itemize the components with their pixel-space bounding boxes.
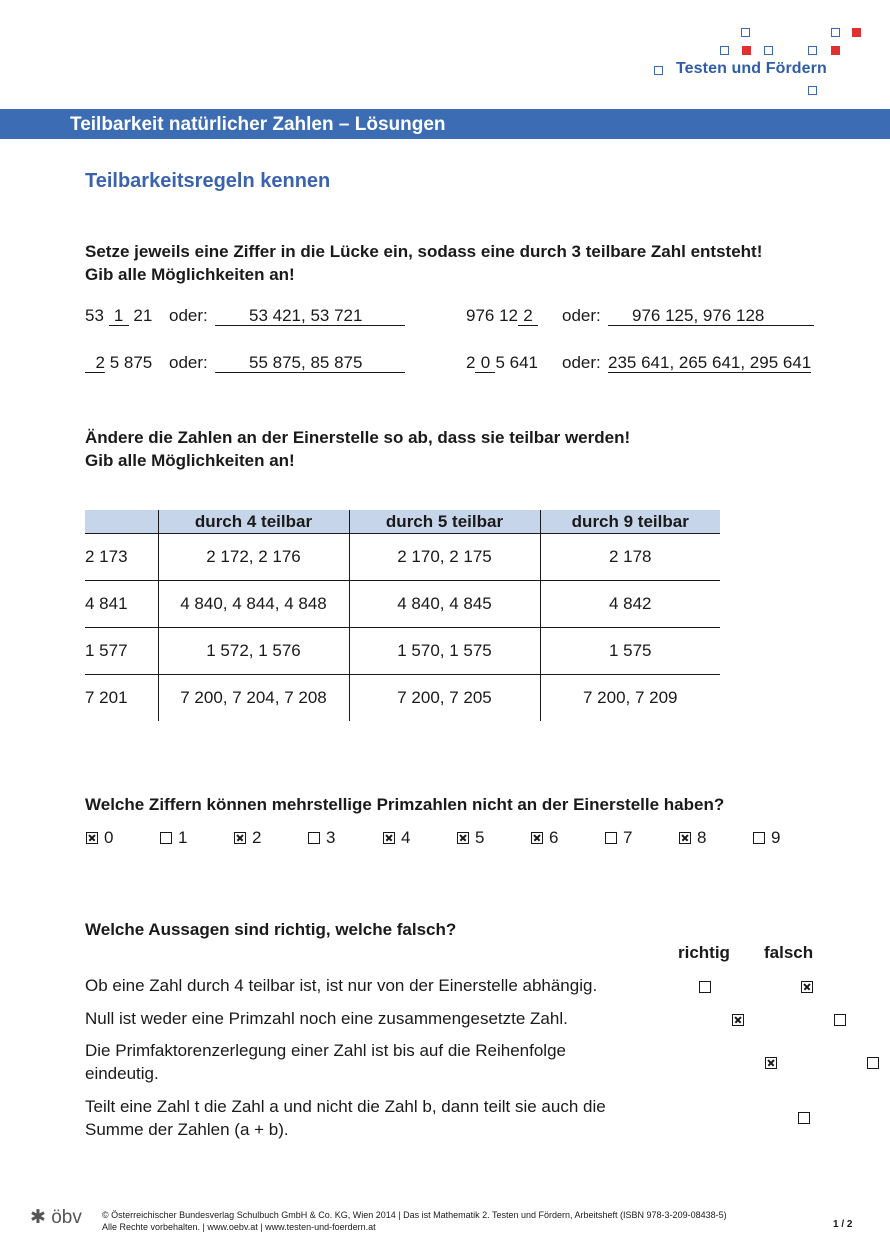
answer-field (608, 306, 814, 326)
publisher-logo (30, 1206, 82, 1229)
logo-square (742, 46, 751, 55)
table-cell: 2 173 (85, 534, 158, 581)
table-row (85, 581, 720, 628)
falsch-checkbox[interactable] (834, 1014, 846, 1026)
task1-number (466, 353, 538, 373)
digit-gap: 1 (109, 306, 129, 326)
footer-text (102, 1209, 727, 1233)
statement (85, 974, 655, 997)
statement-text: Null ist weder eine Primzahl noch eine zusammengesetzte Zahl. (85, 1009, 568, 1028)
table-cell: 2 170, 2 175 (349, 534, 540, 581)
statement-text: eindeutig. (85, 1064, 159, 1083)
digit-option[interactable] (457, 828, 484, 848)
digit-option[interactable] (531, 828, 558, 848)
richtig-checkbox[interactable] (765, 1057, 777, 1069)
answer-text: 53 421, 53 721 (215, 306, 405, 326)
richtig-checkbox[interactable] (798, 1112, 810, 1124)
digit-option[interactable] (679, 828, 706, 848)
checkbox[interactable] (679, 832, 691, 844)
checkbox[interactable] (160, 832, 172, 844)
table-cell: 7 200, 7 205 (349, 675, 540, 722)
task1-instruction: Setze jeweils eine Ziffer in die Lücke ein, sodass eine durch 3 teilbare Zahl entsteht! (85, 242, 763, 261)
table-header: durch 4 teilbar (158, 510, 349, 534)
statement-text: Summe der Zahlen (a + b). (85, 1120, 289, 1139)
falsch-checkbox[interactable] (867, 1057, 879, 1069)
digit-label: 9 (771, 828, 781, 847)
checkbox[interactable] (753, 832, 765, 844)
digit-label: 3 (326, 828, 336, 847)
table-cell: 4 842 (540, 581, 720, 628)
publisher-logo-text: öbv (51, 1207, 82, 1228)
divisibility-table (85, 510, 720, 721)
table-header-row (85, 510, 720, 534)
number-suffix: 5 875 (105, 353, 153, 372)
oder-label: oder: (169, 353, 208, 372)
table-cell: 7 200, 7 204, 7 208 (158, 675, 349, 722)
section-title: Teilbarkeitsregeln kennen (85, 170, 331, 192)
number-prefix: 2 (466, 353, 476, 372)
digit-gap: 2 (518, 306, 538, 326)
column-falsch: falsch (764, 943, 814, 962)
statement-text: Die Primfaktorenzerlegung einer Zahl ist bis auf die Reihenfolge (85, 1041, 566, 1060)
logo-square (808, 86, 817, 95)
logo-square (741, 28, 750, 37)
number-prefix: 976 12 (466, 306, 518, 325)
digit-option[interactable] (308, 828, 335, 848)
digit-label: 0 (104, 828, 114, 847)
table-cell: 1 570, 1 575 (349, 628, 540, 675)
digit-option[interactable] (753, 828, 780, 848)
digit-option[interactable] (605, 828, 632, 848)
table-cell: 4 840, 4 844, 4 848 (158, 581, 349, 628)
statement (85, 1039, 655, 1085)
answer-field (215, 353, 405, 373)
table-cell: 7 200, 7 209 (540, 675, 720, 722)
digit-label: 2 (252, 828, 262, 847)
table-row (85, 628, 720, 675)
digit-option[interactable] (383, 828, 410, 848)
task1-instruction: Gib alle Möglichkeiten an! (85, 265, 295, 284)
digit-option[interactable] (86, 828, 113, 848)
answer-field (215, 306, 405, 326)
oder-label: oder: (562, 306, 601, 325)
logo-square (831, 28, 840, 37)
table-cell: 7 201 (85, 688, 128, 707)
checkbox[interactable] (383, 832, 395, 844)
digit-label: 1 (178, 828, 188, 847)
logo-square (720, 46, 729, 55)
checkbox[interactable] (234, 832, 246, 844)
table-cell: 2 172, 2 176 (158, 534, 349, 581)
answer-text: 976 125, 976 128 (608, 306, 814, 326)
digit-gap: 0 (475, 353, 495, 373)
statement (85, 1095, 655, 1141)
statement-text: Ob eine Zahl durch 4 teilbar ist, ist nur von der Einerstelle abhängig. (85, 976, 598, 995)
footer-copyright: © Österreichischer Bundesverlag Schulbuch GmbH & Co. KG, Wien 2014 | Das ist Mathematik 2. Testen und Fördern, Arbeitsheft (ISBN 978-3-209-08438-5) (102, 1210, 727, 1220)
digit-label: 4 (401, 828, 411, 847)
statement (85, 1007, 655, 1030)
table-cell: 4 841 (85, 581, 158, 628)
table-header (85, 510, 158, 534)
footer-links: Alle Rechte vorbehalten. | www.oebv.at | www.testen-und-foerdern.at (102, 1222, 376, 1232)
answer-field (608, 353, 811, 373)
digit-option[interactable] (234, 828, 261, 848)
oder-label: oder: (562, 353, 601, 372)
number-suffix: 5 641 (495, 353, 539, 372)
table-header: durch 5 teilbar (349, 510, 540, 534)
task2-instruction: Gib alle Möglichkeiten an! (85, 451, 295, 470)
digit-label: 7 (623, 828, 633, 847)
answer-text: 55 875, 85 875 (215, 353, 405, 373)
digit-gap: 2 (85, 353, 105, 373)
checkbox[interactable] (457, 832, 469, 844)
table-cell: 2 178 (540, 534, 720, 581)
falsch-checkbox[interactable] (801, 981, 813, 993)
logo-square (764, 46, 773, 55)
richtig-checkbox[interactable] (699, 981, 711, 993)
table-row (85, 675, 720, 722)
table-cell: 4 840, 4 845 (349, 581, 540, 628)
checkbox[interactable] (308, 832, 320, 844)
checkbox[interactable] (605, 832, 617, 844)
digit-label: 6 (549, 828, 559, 847)
page-title: Teilbarkeit natürlicher Zahlen – Lösungen (70, 114, 446, 135)
number-prefix: 53 (85, 306, 109, 325)
table-header: durch 9 teilbar (540, 510, 720, 534)
task4-question: Welche Aussagen sind richtig, welche falsch? (85, 920, 457, 939)
statement-text: Teilt eine Zahl t die Zahl a und nicht die Zahl b, dann teilt sie auch die (85, 1097, 606, 1116)
digit-label: 5 (475, 828, 485, 847)
task3-question: Welche Ziffern können mehrstellige Primzahlen nicht an der Einerstelle haben? (85, 795, 725, 814)
number-suffix: 21 (128, 306, 153, 325)
oder-label: oder: (169, 306, 208, 325)
task1-number (85, 306, 152, 326)
task2-instruction: Ändere die Zahlen an der Einerstelle so ab, dass sie teilbar werden! (85, 428, 631, 447)
table-row (85, 534, 720, 581)
table-cell: 1 575 (540, 628, 720, 675)
task1-number (85, 353, 152, 373)
page-number: 1 / 2 (833, 1219, 853, 1230)
richtig-checkbox[interactable] (732, 1014, 744, 1026)
digit-label: 8 (697, 828, 707, 847)
answer-text: 235 641, 265 641, 295 641 (608, 353, 812, 372)
column-richtig: richtig (678, 943, 730, 962)
logo-square (654, 66, 663, 75)
logo-square (831, 46, 840, 55)
asterisk-icon: ✱ (30, 1207, 46, 1228)
table-cell: 1 577 (85, 628, 158, 675)
checkbox[interactable] (86, 832, 98, 844)
logo-square (852, 28, 861, 37)
task1-number (466, 306, 538, 326)
digit-option[interactable] (160, 828, 187, 848)
brand-name: Testen und Fördern (676, 60, 827, 77)
logo-square (808, 46, 817, 55)
table-cell: 1 572, 1 576 (158, 628, 349, 675)
checkbox[interactable] (531, 832, 543, 844)
